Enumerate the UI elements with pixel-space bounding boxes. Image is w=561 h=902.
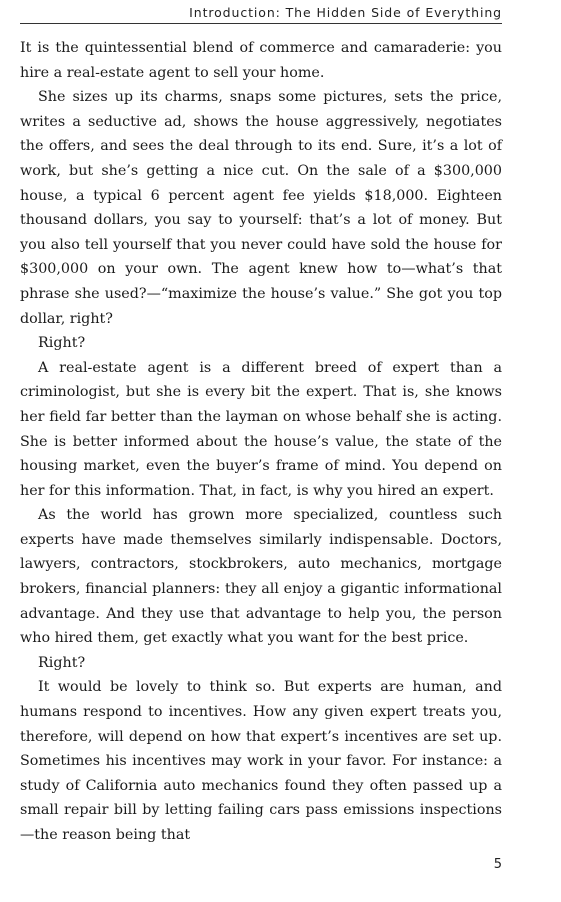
paragraph: A real-estate agent is a different breed of expert than a criminologist, but she is every bit the expert. That is, she knows her field far better than the layman on whose behalf she is acting. She is better informed about the house’s value, the state of the housing market, even the buyer’s frame of mind. You depend on her for this information. That, in fact, is why you hired an expert. xyxy=(20,359,502,499)
paragraph: Right? xyxy=(38,654,86,671)
body-text xyxy=(20,36,502,848)
paragraph: Right? xyxy=(38,335,86,352)
paragraph: She sizes up its charms, snaps some pictures, sets the price, writes a seductive ad, shows the house aggressively, negotiates the offers, and sees the deal through to its end. Sure, it’s a lot of work, but she’s getting a nice cut. On the sale of a $300,000 house, a typical 6 percent agent fee yields $18,000. Eighteen thousand dollars, you say to yourself: that’s a lot of money. But you also tell yourself that you never could have sold the house for $300,000 on your own. The agent knew how to—what’s that phrase she used?—“maximize the house’s value.” She got you top dollar, right? xyxy=(20,89,502,327)
paragraph: It would be lovely to think so. But experts are human, and humans respond to incentives. How any given expert treats you, therefore, will depend on how that expert’s incentives are set up. Sometimes his incentives may work in your favor. For instance: a study of California auto mechanics found they often passed up a small repair bill by letting failing cars pass emissions inspections—the reason being that xyxy=(20,679,502,843)
paragraph: It is the quintessential blend of commerce and camaraderie: you hire a real-estate agent to sell your home. xyxy=(20,40,502,81)
paragraph: As the world has grown more specialized, countless such experts have made themselves similarly indispensable. Doctors, lawyers, contractors, stockbrokers, auto mechanics, mortgage brokers, financial planners: they all enjoy a gigantic informational advantage. And they use that advantage to help you, the person who hired them, get exactly what you want for the best price. xyxy=(20,507,502,647)
running-head: Introduction: The Hidden Side of Everything xyxy=(189,5,502,20)
header-rule xyxy=(20,23,502,24)
page-number: 5 xyxy=(493,857,502,872)
